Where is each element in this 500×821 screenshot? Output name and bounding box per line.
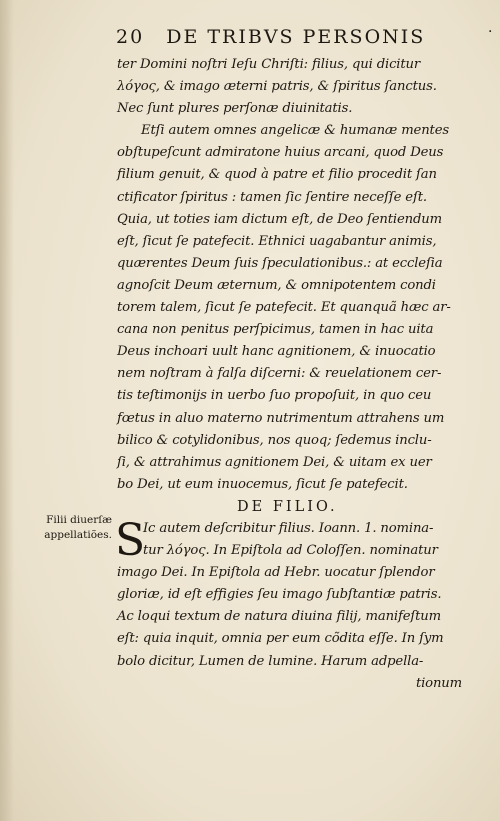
text-line: Etſi autem omnes angelicæ & humanæ mentes — [141, 123, 449, 139]
text-line: imago Dei. In Epiſtola ad Hebr. uocatur ſplendor — [117, 565, 435, 581]
text-line: bo Dei, ut eum inuocemus, ſicut ſe patefecit. — [117, 476, 408, 492]
text-line: tur λόγος. In Epiſtola ad Coloſſen. nominatur — [143, 543, 438, 559]
page-number: 20 — [116, 26, 145, 48]
drop-cap: S — [115, 514, 145, 566]
body-text — [117, 54, 462, 695]
gutter-shadow — [0, 0, 14, 821]
corner-mark: · — [488, 24, 495, 40]
running-title: DE TRIBVS PERSONIS — [166, 26, 426, 48]
text-line: Quia, ut toties iam dictum eſt, de Deo ſentiendum — [117, 211, 442, 227]
text-line: ſi, & attrahimus agnitionem Dei, & uitam ex uer — [117, 454, 432, 470]
text-line: ctificator ſpiritus : tamen ſic ſentire neceſſe eſt. — [117, 189, 427, 205]
text-line: gloriæ, id eſt effigies ſeu imago ſubſtantiæ patris. — [117, 587, 442, 603]
text-line: Nec ſunt plures perſonæ diuinitatis. — [117, 101, 353, 117]
text-line: filium genuit, & quod à patre et filio procedit ſan — [117, 167, 437, 183]
text-line: obſtupeſcunt admiratone huius arcani, quod Deus — [117, 145, 444, 161]
text-line: eſt: quia inquit, omnia per eum cõdita eſſe. In ſym — [117, 631, 444, 647]
text-line: eſt, ſicut ſe patefecit. Ethnici uagabantur animis, — [117, 233, 437, 249]
text-line: quærentes Deum ſuis ſpeculationibus.: at eccleſia — [117, 255, 443, 271]
text-line: nem noſtram à falſa diſcerni: & reuelationem cer- — [117, 366, 442, 382]
marginal-note-line: Filii diuerſæ — [46, 514, 112, 526]
text-line: ter Domini noſtri Ieſu Chriſti: filius, qui dicitur — [117, 57, 421, 72]
text-line: bolo dicitur, Lumen de lumine. Harum adpella- — [117, 653, 424, 669]
text-line: cana non penitus perſpicimus, tamen in hac uita — [117, 322, 434, 338]
text-line: tis teſtimonijs in uerbo ſuo propoſuit, in quo ceu — [117, 388, 432, 404]
running-header — [116, 26, 496, 48]
text-line: λόγος, & imago æterni patris, & ſpiritus ſanctus. — [117, 79, 437, 95]
text-line-content: Ic autem deſcribitur filius. Ioann. 1. nomina- — [143, 520, 434, 536]
text-line: bilico & cotylidonibus, nos quoq; ſedemus inclu- — [117, 432, 432, 448]
section-heading: DE FILIO. — [237, 498, 338, 515]
text-line: fœtus in aluo materno nutrimentum attrahens um — [117, 410, 445, 426]
catchword: tionum — [415, 675, 462, 691]
text-line: torem talem, ſicut ſe patefecit. Et quanquã hæc ar- — [117, 300, 451, 316]
text-line: Ac loqui textum de natura diuina filij, manifeſtum — [117, 609, 441, 625]
marginal-note-line: appellatiões. — [44, 529, 112, 541]
text-line: Deus inchoari uult hanc agnitionem, & inuocatio — [117, 344, 436, 360]
text-line: agnoſcit Deum æternum, & omnipotentem condi — [117, 277, 436, 293]
marginal-note — [8, 513, 112, 543]
